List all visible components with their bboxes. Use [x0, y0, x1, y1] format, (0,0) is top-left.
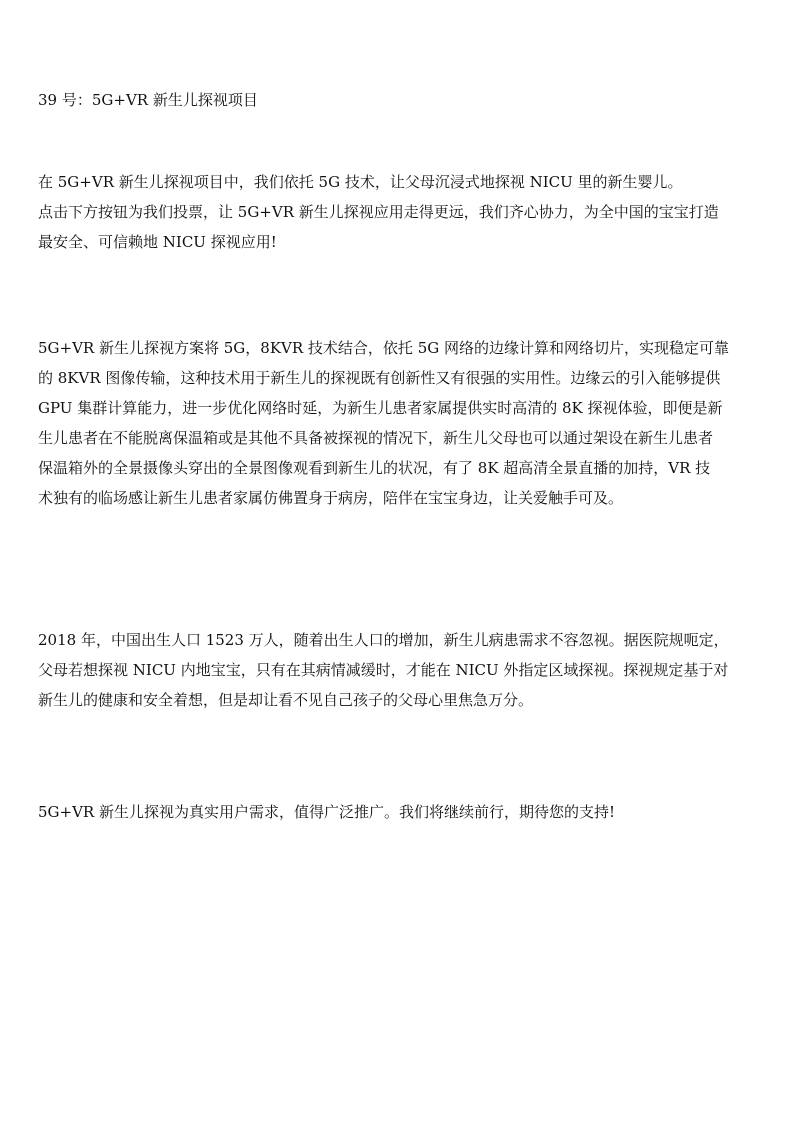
document-title-block: [38, 85, 764, 115]
closing-paragraph: [38, 797, 764, 827]
tech-line: 术独有的临场感让新生儿患者家属仿佛置身于病房，陪伴在宝宝身边，让关爱触手可及。: [38, 489, 624, 507]
closing-line: 5G+VR 新生儿探视为真实用户需求，值得广泛推广。我们将继续前行，期待您的支持!: [38, 803, 616, 821]
background-line: 2018 年，中国出生人口 1523 万人，随着出生人口的增加，新生儿病患需求不容忽视。据医院规呃定，: [38, 631, 729, 649]
document-title: 39 号：5G+VR 新生儿探视项目: [38, 91, 258, 109]
tech-paragraph: [38, 333, 764, 513]
tech-line: 的 8KVR 图像传输，这种技术用于新生儿的探视既有创新性又有很强的实用性。边缘云的引入能够提供: [38, 369, 721, 387]
tech-line: 生儿患者在不能脱离保温箱或是其他不具备被探视的情况下，新生儿父母也可以通过架设在新生儿患者: [38, 429, 714, 447]
intro-line: 最安全、可信赖地 NICU 探视应用!: [38, 233, 277, 251]
intro-line: 点击下方按钮为我们投票，让 5G+VR 新生儿探视应用走得更远，我们齐心协力，为全中国的宝宝打造: [38, 203, 719, 221]
background-line: 父母若想探视 NICU 内地宝宝，只有在其病情减缓时，才能在 NICU 外指定区域探视。探视规定基于对: [38, 661, 729, 679]
tech-line: GPU 集群计算能力，进一步优化网络时延，为新生儿患者家属提供实时高清的 8K 探视体验，即便是新: [38, 399, 723, 417]
intro-line: 在 5G+VR 新生儿探视项目中，我们依托 5G 技术，让父母沉浸式地探视 NICU 里的新生婴儿。: [38, 173, 683, 191]
tech-line: 5G+VR 新生儿探视方案将 5G，8KVR 技术结合，依托 5G 网络的边缘计算和网络切片，实现稳定可靠: [38, 339, 729, 357]
background-paragraph: [38, 625, 764, 715]
background-line: 新生儿的健康和安全着想，但是却让看不见自己孩子的父母心里焦急万分。: [38, 691, 534, 709]
intro-paragraph: [38, 167, 764, 257]
tech-line: 保温箱外的全景摄像头穿出的全景图像观看到新生儿的状况，有了 8K 超高清全景直播的加持，VR 技: [38, 459, 711, 477]
